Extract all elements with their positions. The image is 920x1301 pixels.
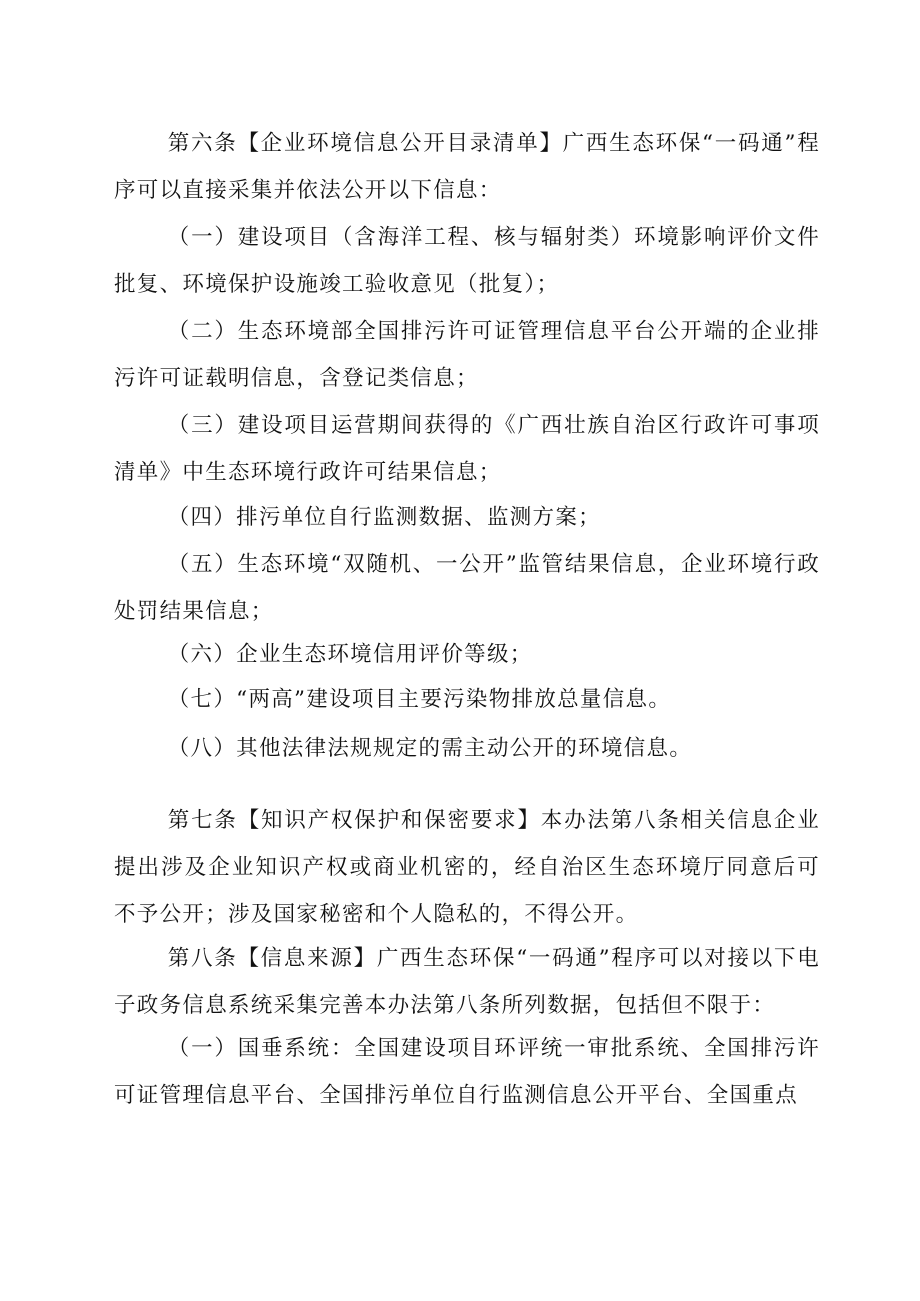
article-6-item-5: （五）生态环境“双随机、一公开”监管结果信息，企业环境行政处罚结果信息；	[114, 552, 820, 624]
article-8-item-1: （一）国垂系统：全国建设项目环评统一审批系统、全国排污许可证管理信息平台、全国排污单位自行监测信息公开平台、全国重点	[114, 1036, 820, 1108]
article-6-item-8: （八）其他法律法规规定的需主动公开的环境信息。	[167, 736, 693, 761]
article-6-paragraph: 第六条【企业环境信息公开目录清单】广西生态环保“一码通”程序可以直接采集并依法公开以下信息：	[114, 131, 820, 203]
article-6-item-4: （四）排污单位自行监测数据、监测方案；	[167, 505, 601, 530]
article-6-item-3: （三）建设项目运营期间获得的《广西壮族自治区行政许可事项清单》中生态环境行政许可结果信息；	[114, 413, 820, 485]
article-7-paragraph: 第七条【知识产权保护和保密要求】本办法第八条相关信息企业提出涉及企业知识产权或商业机密的，经自治区生态环境厅同意后可不予公开；涉及国家秘密和个人隐私的，不得公开。	[114, 808, 820, 927]
article-8-paragraph: 第八条【信息来源】广西生态环保“一码通”程序可以对接以下电子政务信息系统采集完善本办法第八条所列数据，包括但不限于：	[114, 946, 820, 1018]
article-6-item-6: （六）企业生态环境信用评价等级；	[167, 642, 533, 667]
article-6-item-7: （七）“两高”建设项目主要污染物排放总量信息。	[167, 687, 672, 712]
article-6-item-1: （一）建设项目（含海洋工程、核与辐射类）环境影响评价文件批复、环境保护设施竣工验收意见（批复）；	[114, 225, 820, 297]
article-6-item-2: （二）生态环境部全国排污许可证管理信息平台公开端的企业排污许可证载明信息，含登记类信息；	[114, 319, 820, 391]
